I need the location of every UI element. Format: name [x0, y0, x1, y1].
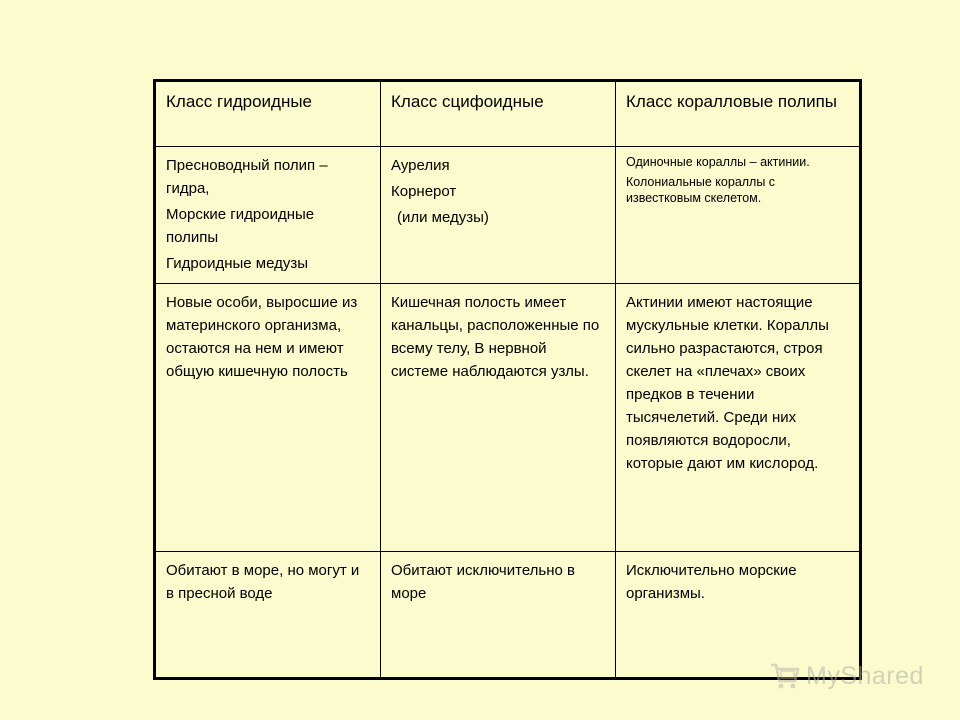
feature-coral: Актинии имеют настоящие мускульные клетки. Кораллы сильно разрастаются, строя скелет на «плечах» своих предков в течении тысячелетий. Среди них появляются водоросли, которые дают им кислород. — [626, 294, 829, 472]
example-scyphoid-2: Корнерот — [391, 183, 457, 200]
header-cell-scyphoid — [381, 81, 616, 147]
habitat-hydroid: Обитают в море, но могут и в пресной воде — [166, 562, 360, 602]
examples-cell-hydroid — [155, 147, 381, 284]
features-row — [155, 284, 861, 552]
header-scyphoid: Класс сцифоидные — [391, 92, 544, 111]
example-hydroid-1: Пресноводный полип – гидра, — [166, 157, 328, 197]
feature-scyphoid: Кишечная полость имеет канальцы, расположенные по всему телу, В нервной системе наблюдаются узлы. — [391, 294, 600, 380]
example-hydroid-3: Гидроидные медузы — [166, 255, 309, 272]
header-coral: Класс коралловые полипы — [626, 92, 838, 111]
features-cell-scyphoid — [381, 284, 616, 552]
example-scyphoid-1: Аурелия — [391, 157, 450, 174]
features-cell-hydroid — [155, 284, 381, 552]
habitat-coral: Исключительно морские организмы. — [626, 562, 797, 602]
example-coral-1: Одиночные кораллы – актинии. — [626, 155, 810, 169]
habitat-cell-hydroid — [155, 552, 381, 679]
watermark-text: MyShared — [806, 661, 924, 690]
examples-cell-coral — [616, 147, 861, 284]
examples-cell-scyphoid — [381, 147, 616, 284]
header-hydroid: Класс гидроидные — [166, 92, 313, 111]
habitat-scyphoid: Обитают исключительно в море — [391, 562, 575, 602]
header-row — [155, 81, 861, 147]
header-cell-coral — [616, 81, 861, 147]
watermark — [768, 658, 924, 694]
feature-hydroid: Новые особи, выросшие из материнского организма, остаются на нем и имеют общую кишечную полость — [166, 294, 358, 380]
features-cell-coral — [616, 284, 861, 552]
habitat-cell-scyphoid — [381, 552, 616, 679]
header-cell-hydroid — [155, 81, 381, 147]
example-coral-2: Колониальные кораллы с известковым скелетом. — [626, 175, 776, 205]
comparison-table — [153, 79, 862, 680]
example-scyphoid-3: (или медузы) — [397, 209, 489, 226]
habitat-row — [155, 552, 861, 679]
example-hydroid-2: Морские гидроидные полипы — [166, 206, 315, 246]
shopping-cart-icon — [768, 659, 802, 693]
examples-row — [155, 147, 861, 284]
